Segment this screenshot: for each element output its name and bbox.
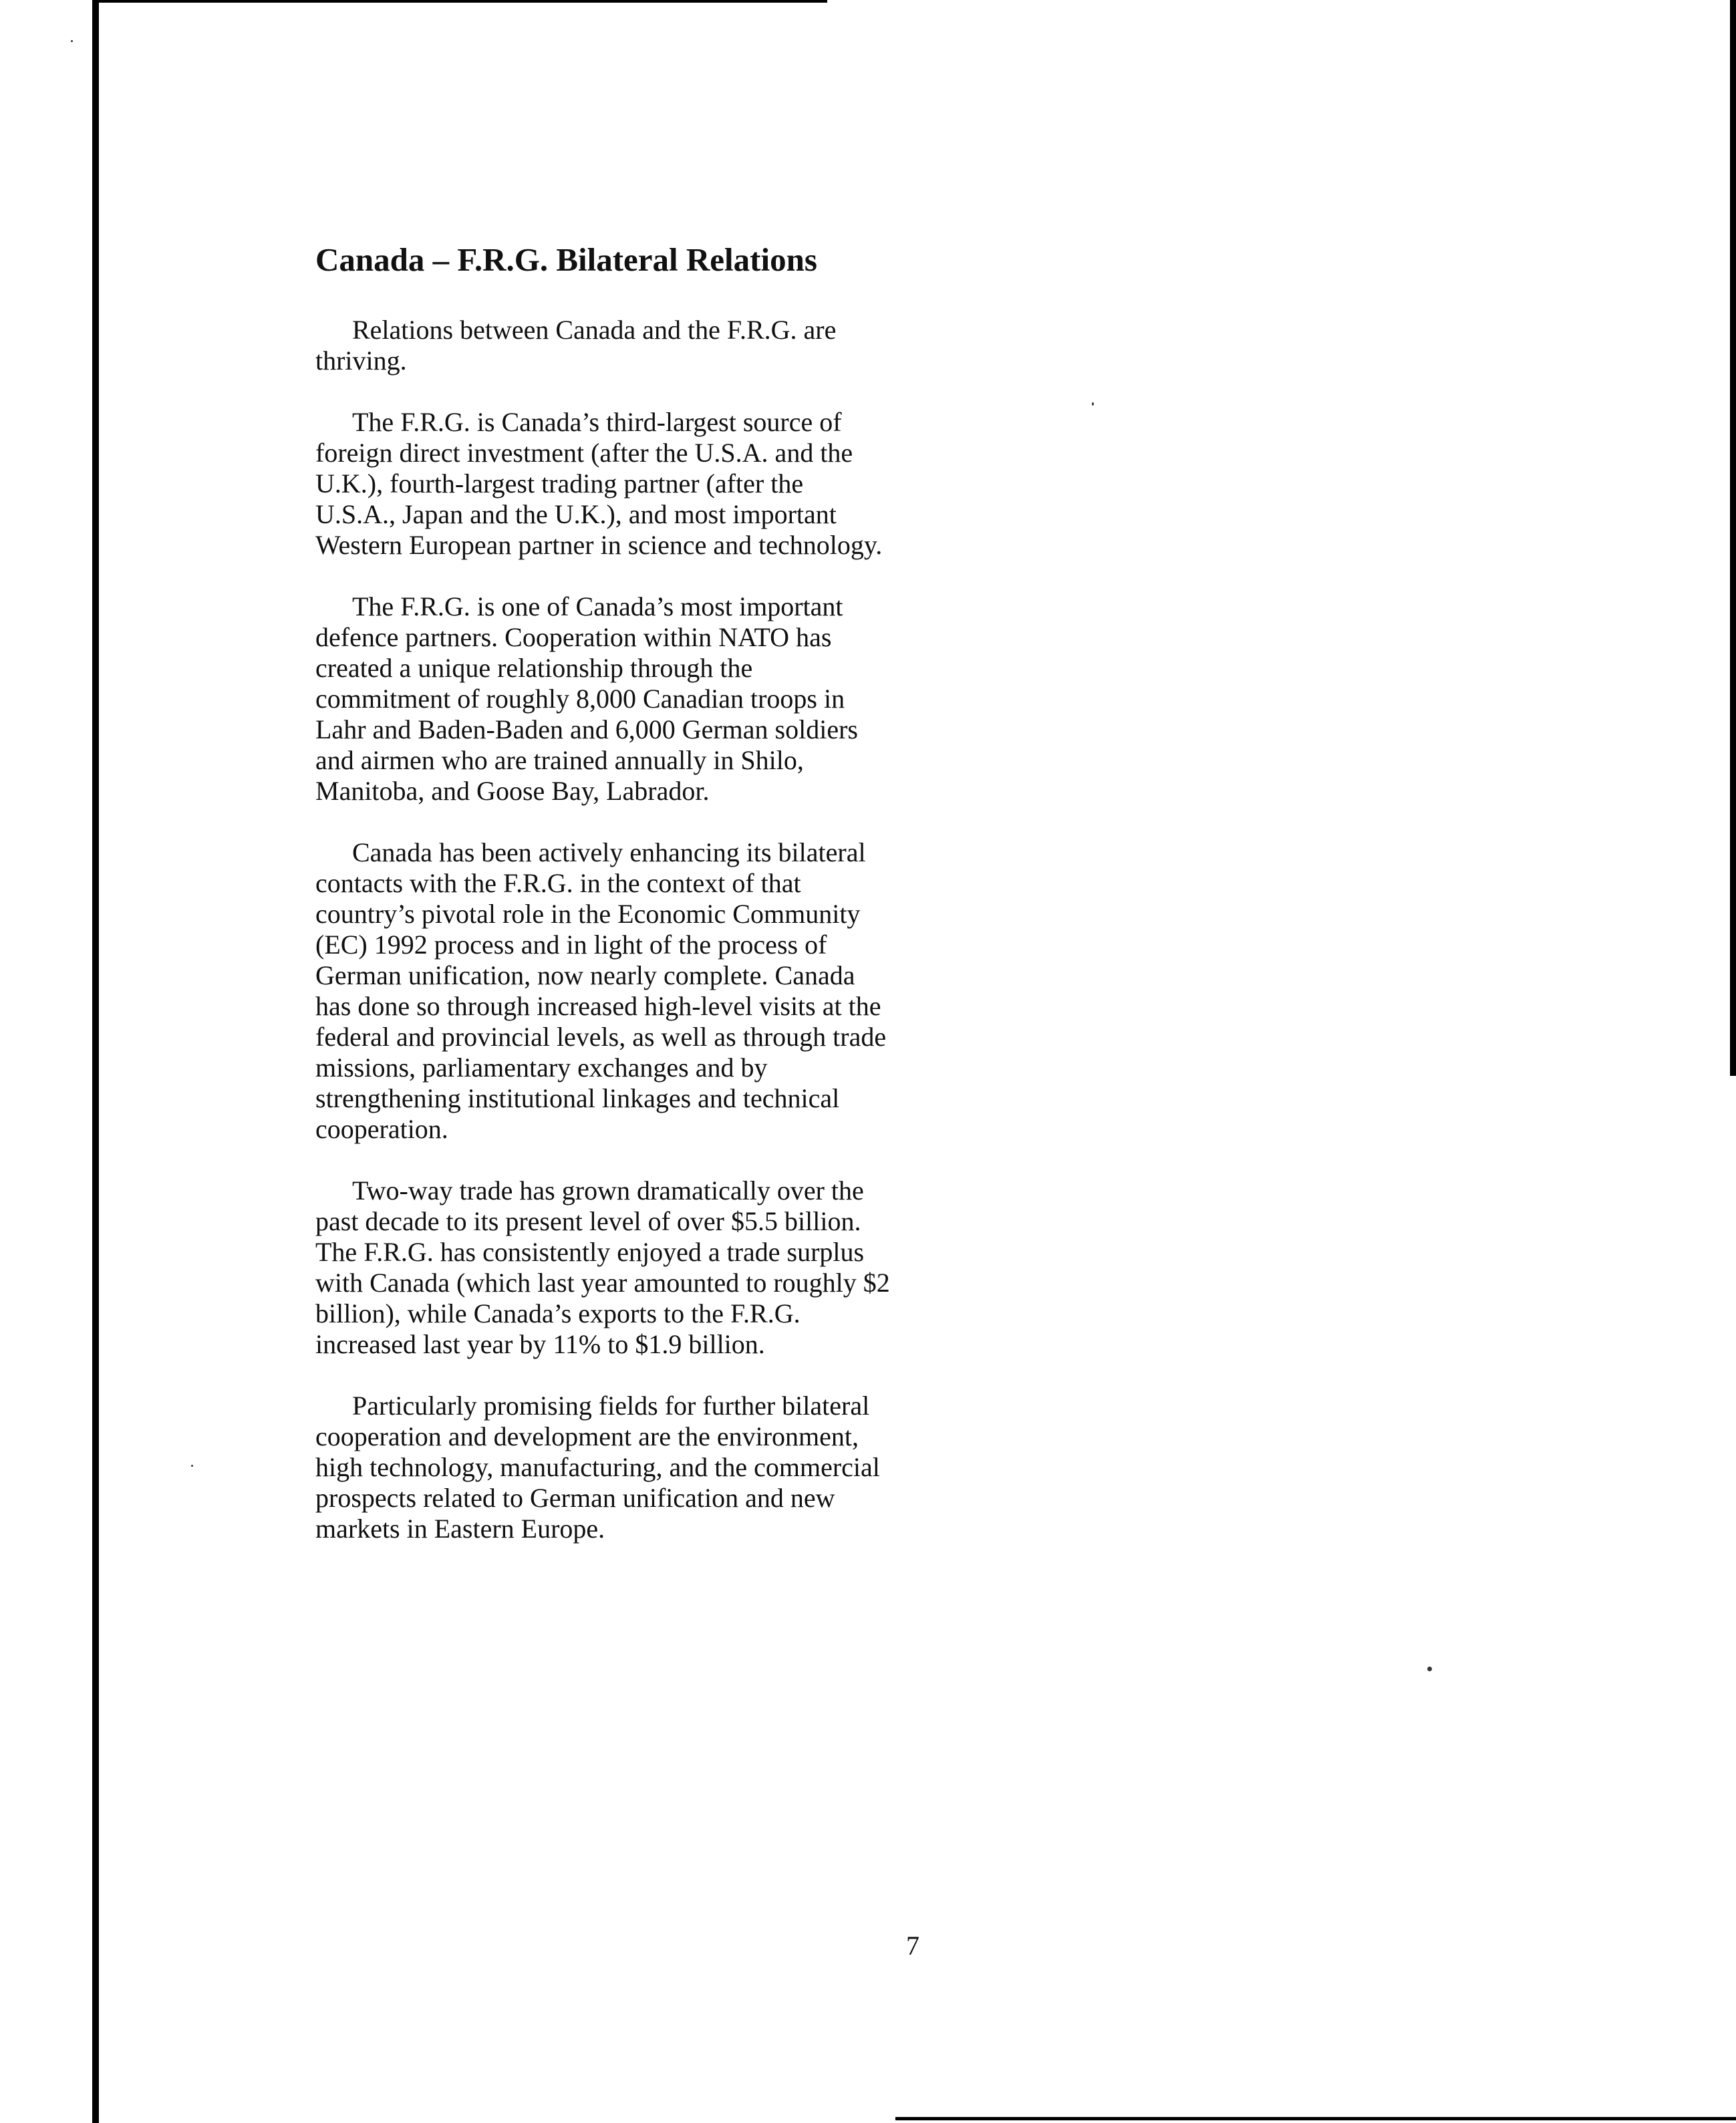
scan-speck: [71, 40, 73, 42]
scan-speck: [1427, 1667, 1432, 1671]
scan-speck: [191, 1465, 193, 1467]
paragraph: The F.R.G. is Canada’s third-largest source of foreign direct investment (after the U.S.A. and the U.K.), fourth-largest trading partner (after the U.S.A., Japan and the U.K.), and most important Western European partner in science and technology.: [315, 406, 883, 560]
paragraph: Canada has been actively enhancing its bilateral contacts with the F.R.G. in the context of that country’s pivotal role in the Economic Community (EC) 1992 process and in light of the process of German unification, now nearly complete. Canada has done so through increased high-level visits at the federal and provincial levels, as well as through trade missions, parliamentary exchanges and by strengthening institutional linkages and technical cooperation.: [315, 837, 887, 1144]
document-title: Canada – F.R.G. Bilateral Relations: [315, 241, 817, 278]
page-number: 7: [906, 1931, 919, 1961]
paragraph: The F.R.G. is one of Canada’s most important defence partners. Cooperation within NATO has created a unique relationship through the commitment of roughly 8,000 Canadian troops in Lahr and Baden-Baden and 6,000 German soldiers and airmen who are trained annually in Shilo, Manitoba, and Goose Bay, Labrador.: [315, 591, 858, 806]
paragraph: Relations between Canada and the F.R.G. are thriving.: [315, 314, 837, 376]
document-body: [315, 241, 890, 1575]
paragraph: Two-way trade has grown dramatically over the past decade to its present level of over $5.5 billion. The F.R.G. has consistently enjoyed a trade surplus with Canada (which last year amounted to roughly $2 billion), while Canada’s exports to the F.R.G. increased last year by 11% to $1.9 billion.: [315, 1175, 890, 1359]
scan-speck: [1092, 402, 1094, 406]
scan-left-border: [92, 0, 99, 2123]
paragraph: Particularly promising fields for further bilateral cooperation and development are the environment, high technology, manufacturing, and the commercial prospects related to German unification and new markets in Eastern Europe.: [315, 1390, 880, 1544]
scan-right-border: [1730, 0, 1736, 1076]
scan-top-border: [92, 0, 827, 3]
scan-bottom-border: [895, 2117, 1736, 2120]
